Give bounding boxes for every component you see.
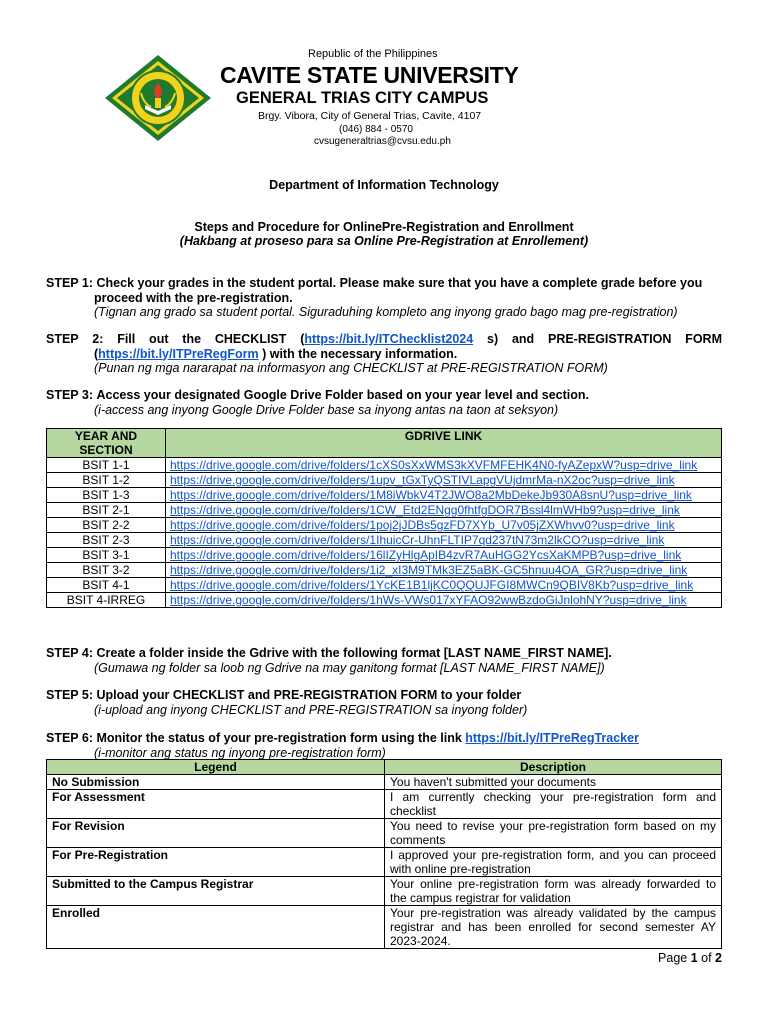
description-column-header: Description — [385, 760, 722, 775]
republic-label: Republic of the Philippines — [308, 48, 438, 60]
legend-cell: For Assessment — [47, 790, 385, 819]
section-cell: BSIT 1-1 — [47, 458, 166, 473]
step-2-text-a: Fill out the CHECKLIST ( — [117, 332, 305, 346]
step-1-filipino: (Tignan ang grado sa student portal. Siguraduhing kompleto ang inyong grado bago mag pre-registration) — [94, 305, 678, 319]
step-3-filipino: (i-access ang inyong Google Drive Folder base sa inyong antas na taon at seksyon) — [94, 402, 559, 417]
step-6 — [46, 731, 722, 760]
gdrive-table-header — [47, 429, 722, 458]
page-label: Page — [658, 951, 691, 965]
step-3 — [46, 388, 722, 417]
step-5-text: Upload your CHECKLIST and PRE-REGISTRATION FORM to your folder — [96, 688, 522, 702]
prereg-tracker-link[interactable]: https://bit.ly/ITPreRegTracker — [465, 731, 639, 745]
step-2-filipino: (Punan ng mga nararapat na informasyon ang CHECKLIST at PRE-REGISTRATION FORM) — [94, 361, 608, 375]
table-row — [47, 593, 722, 608]
document-title-filipino: (Hakbang at proseso para sa Online Pre-Registration at Enrollement) — [179, 234, 589, 248]
section-cell: BSIT 4-IRREG — [47, 593, 166, 608]
legend-cell: For Pre-Registration — [47, 848, 385, 877]
gdrive-link[interactable]: https://drive.google.com/drive/folders/1hWs-VWs017xYFAO92wwBzdoGiJnlohNY?usp=drive_link — [166, 593, 722, 608]
step-2-label: STEP 2: — [46, 332, 104, 346]
step-4 — [46, 646, 722, 675]
step-2-text-b: s) and PRE-REGISTRATION FORM — [473, 332, 722, 346]
table-row — [47, 775, 722, 790]
section-column-header: YEAR AND SECTION — [47, 429, 166, 458]
table-row — [47, 848, 722, 877]
legend-cell: Submitted to the Campus Registrar — [47, 877, 385, 906]
gdrive-link[interactable]: https://drive.google.com/drive/folders/1CW_Etd2ENgg0fhtfgDOR7Bssl4lmWHb9?usp=drive_link — [166, 503, 722, 518]
section-cell: BSIT 3-2 — [47, 563, 166, 578]
campus-address: Brgy. Vibora, City of General Trias, Cavite, 4107 — [258, 110, 482, 122]
step-6-text: Monitor the status of your pre-registration form using the link — [96, 731, 466, 745]
university-seal-logo — [103, 53, 213, 143]
gdrive-link[interactable]: https://drive.google.com/drive/folders/16lIZyHlgApIB4zvR7AuHGG2YcsXaKMPB?usp=drive_link — [166, 548, 722, 563]
gdrive-link[interactable]: https://drive.google.com/drive/folders/1poj2jJDBs5gzFD7XYb_U7v05jZXWhvv0?usp=drive_link — [166, 518, 722, 533]
step-6-filipino: (i-monitor ang status ng inyong pre-registration form) — [94, 745, 386, 760]
table-row — [47, 906, 722, 949]
step-5-filipino: (i-upload ang inyong CHECKLIST and PRE-REGISTRATION sa inyong folder) — [94, 702, 528, 717]
section-cell: BSIT 2-3 — [47, 533, 166, 548]
table-row — [47, 548, 722, 563]
section-cell: BSIT 4-1 — [47, 578, 166, 593]
table-row — [47, 877, 722, 906]
link-column-header: GDRIVE LINK — [166, 429, 722, 458]
gdrive-link[interactable]: https://drive.google.com/drive/folders/1upv_tGxTyQSTIVLapgVUjdmrMa-nX2oc?usp=drive_link — [166, 473, 722, 488]
description-cell: Your online pre-registration form was already forwarded to the campus registrar for validation — [385, 877, 722, 906]
section-cell: BSIT 2-2 — [47, 518, 166, 533]
description-cell: I approved your pre-registration form, and you can proceed with online pre-registration — [385, 848, 722, 877]
page-number — [658, 951, 722, 965]
table-row — [47, 563, 722, 578]
page-of: of — [697, 951, 716, 965]
step-5 — [46, 688, 722, 717]
step-4-text: Create a folder inside the Gdrive with the following format [LAST NAME_FIRST NAME]. — [96, 646, 612, 660]
university-name: CAVITE STATE UNIVERSITY — [220, 62, 519, 88]
legend-column-header: Legend — [47, 760, 385, 775]
step-4-label: STEP 4: — [46, 646, 94, 660]
legend-table-header — [47, 760, 722, 775]
section-cell: BSIT 1-2 — [47, 473, 166, 488]
description-cell: Your pre-registration was already validated by the campus registrar and has been enrolled for second semester AY 2023-2024. — [385, 906, 722, 949]
description-cell: You need to revise your pre-registration form based on my comments — [385, 819, 722, 848]
legend-cell: For Revision — [47, 819, 385, 848]
table-row — [47, 473, 722, 488]
campus-name: GENERAL TRIAS CITY CAMPUS — [236, 89, 489, 107]
legend-table — [46, 759, 722, 949]
step-4-filipino: (Gumawa ng folder sa loob ng Gdrive na may ganitong format [LAST NAME_FIRST NAME]) — [94, 660, 605, 675]
table-row — [47, 819, 722, 848]
table-row — [47, 578, 722, 593]
step-3-text: Access your designated Google Drive Folder based on your year level and section. — [96, 388, 590, 402]
table-row — [47, 458, 722, 473]
campus-email: cvsugeneraltrias@cvsu.edu.ph — [314, 136, 451, 147]
campus-phone: (046) 884 - 0570 — [339, 124, 413, 135]
gdrive-link[interactable]: https://drive.google.com/drive/folders/1YcKE1B1ljKC0QQUJFGI8MWCn9QBIV8Kb?usp=drive_link — [166, 578, 722, 593]
step-6-label: STEP 6: — [46, 731, 94, 745]
step-5-label: STEP 5: — [46, 688, 94, 702]
gdrive-link[interactable]: https://drive.google.com/drive/folders/1IhuicCr-UhnFLTIP7qd237tN73m2lkCO?usp=drive_link — [166, 533, 722, 548]
legend-cell: Enrolled — [47, 906, 385, 949]
table-row — [47, 503, 722, 518]
step-2-text-d: ) with the necessary information. — [258, 346, 458, 361]
step-2-line-2 — [46, 347, 722, 362]
section-cell: BSIT 2-1 — [47, 503, 166, 518]
prereg-form-link[interactable]: https://bit.ly/ITPreRegForm — [98, 346, 259, 361]
gdrive-table — [46, 428, 722, 608]
step-2-line-1 — [46, 332, 722, 347]
gdrive-link[interactable]: https://drive.google.com/drive/folders/1cXS0sXxWMS3kXVFMFEHK4N0-fyAZepxW?usp=drive_link — [166, 458, 722, 473]
section-cell: BSIT 3-1 — [47, 548, 166, 563]
step-2-text-c: ( — [94, 346, 99, 361]
section-cell: BSIT 1-3 — [47, 488, 166, 503]
table-row — [47, 488, 722, 503]
table-row — [47, 533, 722, 548]
document-title: Steps and Procedure for OnlinePre-Registration and Enrollment — [194, 220, 574, 234]
page-total: 2 — [715, 951, 722, 965]
page-current: 1 — [690, 951, 698, 965]
step-3-label: STEP 3: — [46, 388, 94, 402]
step-1-text: Check your grades in the student portal. Please make sure that you have a complete grade before you — [96, 276, 703, 290]
legend-cell: No Submission — [47, 775, 385, 790]
checklist-link[interactable]: https://bit.ly/ITChecklist2024 — [304, 332, 474, 346]
step-1 — [46, 276, 722, 320]
step-1-label: STEP 1: — [46, 276, 94, 290]
table-row — [47, 790, 722, 819]
description-cell: I am currently checking your pre-registration form and checklist — [385, 790, 722, 819]
step-1-text-cont: proceed with the pre-registration. — [94, 290, 293, 305]
gdrive-link[interactable]: https://drive.google.com/drive/folders/1M8iWbkV4T2JWO8a2MbDekeJb930A8snU?usp=drive_link — [166, 488, 722, 503]
table-row — [47, 518, 722, 533]
step-2 — [46, 332, 722, 376]
department-title: Department of Information Technology — [269, 178, 499, 192]
gdrive-link[interactable]: https://drive.google.com/drive/folders/1i2_xI3M9TMk3EZ5aBK-GC5hnuu4OA_GR?usp=drive_link — [166, 563, 722, 578]
description-cell: You haven't submitted your documents — [385, 775, 722, 790]
